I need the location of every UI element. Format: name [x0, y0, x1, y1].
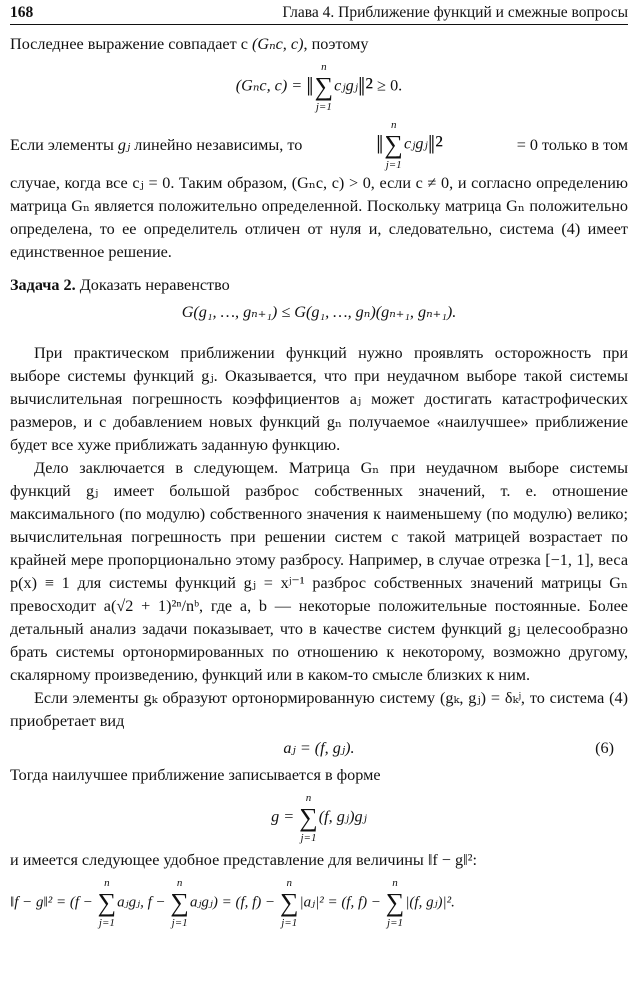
paragraph-7: Тогда наилучшее приближение записывается в форме [10, 766, 381, 784]
paragraph-5: Дело заключается в следующем. Матрица Gₙ при неудачном выборе системы функций gⱼ имеет большой разброс собственных значений, т. е. отношение максимального (по модулю) собственного значения к наименьшему (по модулю) велико; вычислительная погрешность при решении систем с такой матрицей возрастает по крайней мере пропорционально этому разбросу. Например, в случае отрезка [−1, 1], веса p(x) ≡ 1 для системы функций gⱼ = xʲ⁻¹ разброс собственных значений матрицы Gₙ превосходит a(√2 + 1)²ⁿ/nᵇ, где a, b — некоторые положительные постоянные. Более детальный анализ задачи показывает, что в качестве систем функций gⱼ целесообразно брать системы ортонормированных по отношению к некоторому, возможно другому, скалярному произведению, функций или в каком-то смысле близких к ним. [10, 459, 628, 684]
paragraph-3: случае, когда все cⱼ = 0. Таким образом, (Gₙc, c) > 0, если c ≠ 0, и согласно определению матрица Gₙ является положительно определенной. Поскольку матрица Gₙ положительно определена, то ее определитель отличен от нуля и, следовательно, система (4) имеет единственное решение. [10, 174, 628, 261]
page-number: 168 [10, 4, 34, 21]
paragraph-8: и имеется следующее удобное представление для величины ‖f − g‖²: [10, 851, 477, 869]
task-2: Задача 2. Доказать неравенство G(g₁, …, gₙ₊₁) ≤ G(g₁, …, gₙ)(gₙ₊₁, gₙ₊₁). [10, 274, 628, 324]
paragraph-4: При практическом приближении функций нужно проявлять осторожность при выборе системы функций gⱼ. Оказывается, что при неудачном выборе такой системы вычислительная погрешность коэффициентов aⱼ может достигать катастрофических размеров, и с добавлением новых функций gₙ получаемое «наилучшее» приближение будет все хуже приближать заданную функцию. [10, 344, 628, 454]
equation-number: (6) [595, 739, 614, 757]
book-page [10, 0, 628, 990]
equation-1: (Gₙc, c) = ‖ n ∑ j=1 cⱼgⱼ‖² ≥ 0. [235, 61, 403, 113]
task-formula: G(g₁, …, gₙ₊₁) ≤ G(g₁, …, gₙ)(gₙ₊₁, gₙ₊₁). [181, 303, 457, 321]
equation-7: g = n ∑ j=1 (f, gⱼ)gⱼ [271, 792, 367, 844]
paragraph-6: Если элементы gₖ образуют ортонормированную систему (gₖ, gⱼ) = δₖʲ, то система (4) приобретает вид [10, 689, 628, 730]
page-header [10, 2, 628, 25]
paragraph-1: Последнее выражение совпадает с (Gₙc, c), поэтому [10, 35, 369, 53]
sum-symbol: n ∑ j=1 [314, 61, 334, 113]
equation-8: ‖f − g‖² = (f − n ∑ j=1 aⱼgⱼ, f − n ∑ j=1 aⱼgⱼ) = (f, f) − n ∑ j=1 |aⱼ|² = (f, f) − n ∑ j=1 |(f, gⱼ)|². [10, 877, 455, 929]
gram-pair: (Gₙc, c) [251, 35, 304, 53]
paragraph-2: Если элементы gⱼ линейно независимы, то ‖ n ∑ j=1 cⱼgⱼ‖² = 0 только в том [10, 119, 628, 171]
task-label: Задача 2. [10, 276, 76, 294]
running-title: Глава 4. Приближение функций и смежные вопросы [282, 4, 628, 21]
equation-6: aⱼ = (f, gⱼ). (6) [10, 737, 628, 760]
